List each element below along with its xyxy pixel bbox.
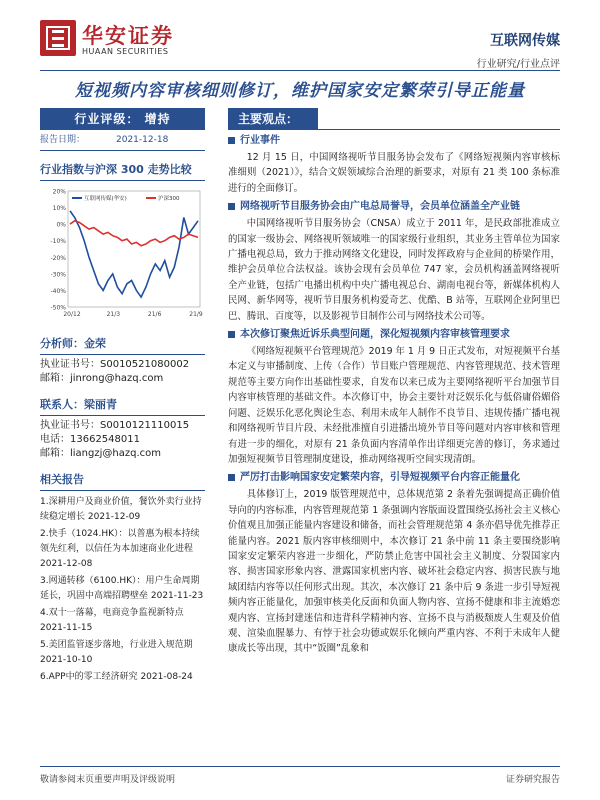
logo-cn: 华安证券 bbox=[82, 24, 174, 48]
x-tick-label: 21/6 bbox=[147, 311, 162, 318]
section-paragraph: 《网络短视频平台管理规范》2019 年 1 月 9 日正式发布，对短视频平台基本定义与审播制度、上传（合作）节目账户管理规范、内容管理规范、技术管理规范等主要方向作出基础性要求，自发布以来已成为主要网络视听平台加强节目内容审核管理的基础文件。本次修订中，协会主要针对泛娱乐化与低俗庸俗媚俗问题、泛娱乐化恶化舆论生态、利用未成年人制作不良节目、违规传播广播电视和网络视听节目片段、未经批准擅自引进播出境外节目等问题对内容审核和管理有进一步的细化，对原有 21 条负面内容清单作出详细更完善的修订，务求通过加强短视频节目管理制度建设，推动网络视听空间实现清朗。 bbox=[228, 346, 560, 465]
section-heading-text: 网络视听节目服务协会由广电总局誉导，会员单位涵盖全产业链 bbox=[240, 201, 520, 213]
y-tick-label: 0% bbox=[56, 221, 66, 229]
report-title: 短视频内容审核细则修订，维护国家安定繁荣引导正能量 bbox=[75, 81, 525, 101]
contact-email[interactable]: 邮箱：liangzj@hazq.com bbox=[40, 448, 161, 459]
chart-svg bbox=[40, 185, 205, 325]
section-heading bbox=[228, 200, 560, 214]
footer-report-type: 证券研究报告 bbox=[505, 775, 560, 785]
y-tick-label: -10% bbox=[50, 238, 66, 246]
header-divider bbox=[40, 70, 560, 71]
section-heading-text: 行业事件 bbox=[240, 135, 280, 146]
logo-mark-icon bbox=[40, 20, 76, 56]
square-bullet-icon bbox=[228, 474, 235, 481]
main-points-header: 主要观点： bbox=[228, 108, 318, 130]
report-category: 行业研究/行业点评 bbox=[476, 59, 560, 70]
x-tick-label: 21/3 bbox=[106, 311, 121, 318]
y-tick-label: -20% bbox=[50, 254, 66, 262]
y-tick-label: 10% bbox=[52, 205, 66, 213]
section-paragraph: 具体修订上，2019 版管理规范中，总体规范第 2 条着先强调提高正确价值导向的内容标准，内容管理规范第 1 条强调内容版面设置围绕弘扬社会主义核心价值观且加强正能量内容建设和储备，而社会管理规范第 4 条亦倡导优先推荐正能量内容。2021 版内容审核细则中，本次修订 21 条中前 11 条主要围绕影响国家安定繁荣内容进一步细化，严防禁止危害中国社会主义制度、分裂国家内容、损害国家形象内容、泄露国家机密内容、破坏社会稳定内容、损害民族与地域团结内容等以任何形式出现。其次，本次修订 21 条中后 9 条进一步引导短视频内容正能量化，加强审核美化反面和负面人物内容、宣扬不健康和非主流婚恋观内容、宣扬封建迷信和违背科学精神内容、宣扬不良与消极颓废人生观及价值观、渲染血腥暴力、有悖于社会功德或娱乐化倾向严重内容、不利于未成年人健康成长等出现，其中“饭圈”乱象和 bbox=[228, 489, 560, 655]
report-date-row bbox=[40, 130, 205, 151]
report-date-label: 报告日期： bbox=[40, 135, 86, 145]
section-heading-text: 严厉打击影响国家安定繁荣内容，引导短视频平台内容正能量化 bbox=[240, 472, 520, 484]
section-heading-text: 本次修订聚焦近诉乐典型问题，深化短视频内容审核管理要求 bbox=[240, 329, 510, 341]
related-report-item[interactable]: 2.快手（1024.HK）：以普惠为根本持续领先红利，以信任为本加速商业化进程 2021-12-08 bbox=[40, 529, 200, 569]
x-tick-label: 20/12 bbox=[63, 311, 81, 318]
report-date-value: 2021-12-18 bbox=[116, 135, 169, 145]
related-report-item[interactable]: 1.深耕用户及商业价值，餐饮外卖行业持续稳定增长 2021-12-09 bbox=[40, 497, 202, 522]
section-heading bbox=[228, 471, 560, 485]
section-paragraph: 12 月 15 日，中国网络视听节目服务协会发布了《网络短视频内容审核标准细则（2021）》，结合文娱领域综合治理的新要求，对原有 21 类 100 条标准进行的全面修订。 bbox=[228, 152, 560, 194]
legend-label: 互联网传媒(华安) bbox=[84, 196, 127, 202]
footer-divider bbox=[40, 766, 560, 767]
analyst-info bbox=[40, 358, 205, 386]
section-heading bbox=[228, 134, 560, 148]
analyst-label: 分析师：金荣 bbox=[40, 335, 205, 355]
related-report-item[interactable]: 6.APP中的零工经济研究 2021-08-24 bbox=[40, 672, 193, 682]
index-comparison-chart bbox=[40, 185, 205, 325]
x-tick-label: 21/9 bbox=[189, 311, 203, 318]
analyst-cert: 执业证书号：S0010521080002 bbox=[40, 359, 190, 370]
y-tick-label: -50% bbox=[50, 304, 66, 312]
related-reports-title: 相关报告 bbox=[40, 471, 205, 491]
left-sidebar bbox=[40, 108, 205, 687]
footer-disclaimer: 敬请参阅末页重要声明及评级说明 bbox=[40, 775, 176, 785]
related-report-item[interactable]: 3.网通转移（6100.HK）：用户生命周期延长，巩固中高端招聘壁垒 2021-11-23 bbox=[40, 576, 204, 601]
contact-label: 联系人：梁丽青 bbox=[40, 396, 205, 416]
industry-rating: 行业评级： 增持 bbox=[40, 108, 205, 130]
contact-cert: 执业证书号：S0010121110015 bbox=[40, 420, 190, 431]
section-paragraph: 中国网络视听节目服务协会（CNSA）成立于 2011 年，是民政部批准成立的国家一级协会、网络视听领域唯一的国家级行业组织，其业务主管单位为国家广播电视总局，致力于推动网络文化建设，同时发挥政府与企业间的桥梁作用，维护会员单位合法权益。该协会现有会员单位 747 家，会员机构涵盖网络视听全产业链，包括广电播出机构中央广播电视总台、湖南电视台等，新媒体机构人民网、新华网等，视听节目服务机构爱奇艺、优酷、B 站等，互联网企业阿里巴巴、腾讯、百度等，以及影视节目制作公司与网络技术公司等。 bbox=[228, 218, 560, 322]
series-line-1 bbox=[70, 221, 198, 246]
square-bullet-icon bbox=[228, 203, 235, 210]
y-tick-label: -30% bbox=[50, 271, 66, 279]
company-logo bbox=[40, 20, 174, 64]
square-bullet-icon bbox=[228, 137, 235, 144]
chart-frame bbox=[68, 191, 200, 307]
related-reports-list bbox=[40, 495, 205, 685]
y-tick-label: -40% bbox=[50, 287, 66, 295]
related-report-item[interactable]: 5.美团监管逐步落地，行业进入规范期 2021-10-10 bbox=[40, 640, 193, 665]
legend-label: 沪深300 bbox=[158, 196, 180, 202]
main-content bbox=[228, 108, 560, 657]
logo-en: HUAAN SECURITIES bbox=[82, 47, 169, 56]
related-report-item[interactable]: 4.双十一落幕，电商竞争监视新特点 2021-11-15 bbox=[40, 608, 184, 633]
contact-phone: 电话：13662548011 bbox=[40, 434, 140, 445]
y-tick-label: 20% bbox=[52, 188, 66, 196]
section-heading bbox=[228, 328, 560, 342]
square-bullet-icon bbox=[228, 331, 235, 338]
series-line-0 bbox=[70, 211, 198, 297]
chart-title: 行业指数与沪深 300 走势比较 bbox=[40, 161, 205, 181]
analyst-email[interactable]: 邮箱：jinrong@hazq.com bbox=[40, 373, 164, 384]
contact-info bbox=[40, 419, 205, 461]
industry-name: 互联网传媒 bbox=[490, 33, 560, 49]
